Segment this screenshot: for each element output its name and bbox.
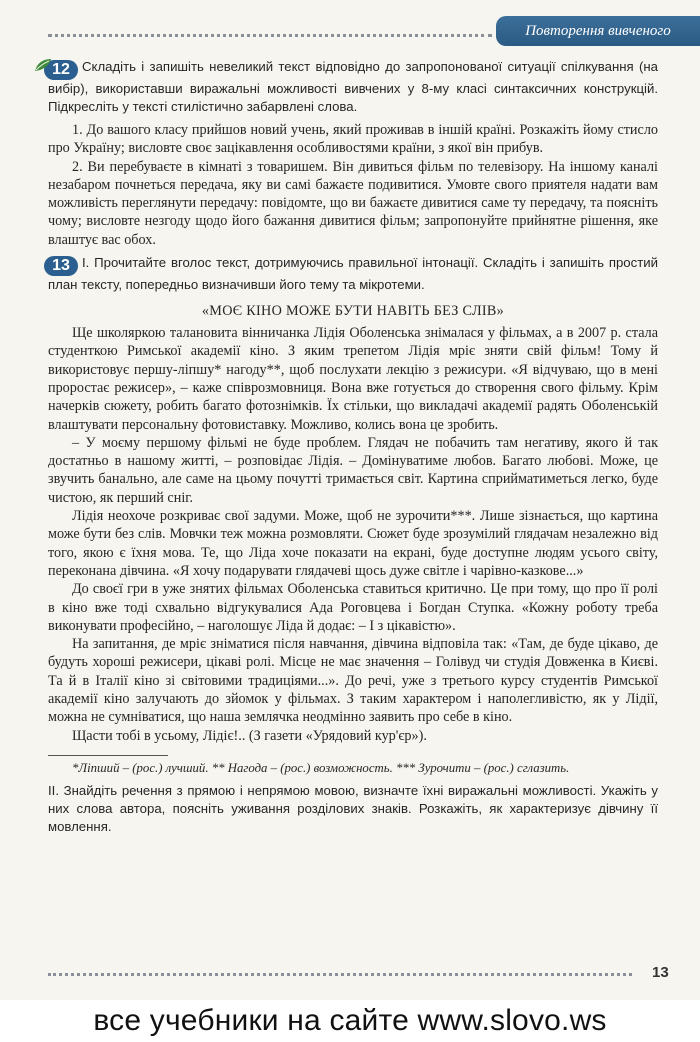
page-number: 13 bbox=[652, 964, 669, 981]
text-title: «МОЄ КІНО МОЖЕ БУТИ НАВІТЬ БЕЗ СЛІВ» bbox=[201, 303, 505, 320]
task-12-option-1: 1. До вашого класу прийшов новий учень, який проживав в іншій країні. Розкажіть йому стисло про Україну; висловте своє зацікавлення особливостями країни, з якої він прибув. bbox=[48, 122, 658, 157]
task-12-option-2: 2. Ви перебуваєте в кімнаті з товаришем. Він дивиться фільм по телевізору. На іншому каналі незабаром почнеться передача, яку ви самі бажаєте подивитися. Умовте свого приятеля надати вам можливість переглянути передачу: повідомте, що ви бажаєте дивитися саме ту передачу, та поясніть чому; висловте незгоду щодо його бажання дивитися фільм; запропонуйте прийнятне рішення, яке влаштує вас обох. bbox=[48, 158, 658, 248]
task-number-badge: 13 bbox=[44, 256, 78, 276]
text-paragraph: – У моєму першому фільмі не буде проблем. Глядач не побачить там негативу, якого й так достатньо в нашому житті, – розповідає Лідія. – Домінуватиме любов. Багато любові. Може, це звучить банально, але саме на цьому почутті тримається світ. Картина сприйматиметься легко, буде чистою, як перший сніг. bbox=[48, 434, 658, 506]
section-tab: Повторення вивченого bbox=[496, 16, 700, 46]
task-12-instruction: 12 Складіть і запишіть невеликий текст відповідно до запропонованої ситуації спілкування (на вибір), використавши виражальні можливості вивчених у 8-му класі синтаксичних конструкцій. Підкресліть у тексті стилістично забарвлені слова. bbox=[48, 58, 658, 116]
text-paragraph: Лідія неохоче розкриває свої задуми. Може, щоб не зурочити***. Лише зізнається, що картина може бути без слів. Мовчки теж можна розмовляти. Сюжет буде зрозумілий глядачам незалежно від того, якою є їхня мова. Те, що Ліда хоче показати на екрані, буде доступне людям усього світу, переконана дівчина. «Я хочу подарувати глядачеві щось дуже світле і чарівно-казкове...» bbox=[48, 508, 658, 579]
task-12 bbox=[48, 58, 658, 249]
footer-dotted-rule bbox=[48, 973, 632, 976]
text-paragraph: На запитання, де мріє зніматися після навчання, дівчина відповіла так: «Там, де буде цікаво, де будуть хороші режисери, цікаві ролі. Місце не має значення – Голівуд чи студія Довженка в Києві. Та й в Італії кіно зі світовими традиціями...». До речі, уже з третього курсу студентів Римської академії кіно залучають до зйомок у фільмах. З таким характером і наполегливістю, як у Лідії, можна не сумніватися, що наша землячка неодмінно заявить про себе в кіно. bbox=[48, 636, 658, 726]
task-13-instruction: 13 І. Прочитайте вголос текст, дотримуючись правильної інтонації. Складіть і запишіть простий план тексту, попередньо визначивши його тему та мікротеми. bbox=[48, 254, 658, 294]
leaf-icon bbox=[34, 58, 52, 72]
header-dotted-rule bbox=[48, 34, 492, 37]
task-13 bbox=[48, 254, 658, 836]
site-banner: все учебники на сайте www.slovo.ws bbox=[0, 1000, 700, 1042]
text-paragraph: До своєї гри в уже знятих фільмах Оболенська ставиться критично. Це при тому, що про її ролі в кіно вже тоді схвально відгукувалися Ада Роговцева і Богдан Ступка. «Кожну роботу треба виконувати професійно, – наголошує Ліда й додає: – І з цікавістю». bbox=[48, 581, 658, 634]
footnote-rule bbox=[48, 755, 168, 756]
task-number-badge: 12 bbox=[44, 60, 78, 80]
text-paragraph: Щасти тобі в усьому, Лідіє!.. (З газети «Урядовий кур'єр»). bbox=[72, 727, 427, 744]
task-13-part-2: ІІ. Знайдіть речення з прямою і непрямою мовою, визначте їхні виражальні можливості. Укажіть у них слова автора, поясніть уживання розділових знаків. Розкажіть, як характеризує дівчину її мовлення. bbox=[48, 782, 658, 834]
page-content bbox=[48, 58, 658, 836]
text-paragraph: Ще школяркою талановита вінничанка Лідія Оболенська знімалася у фільмах, а в 2007 р. стала студенткою Римської академії кіно. З яким трепетом Лідія мріє зняти свій фільм! Тому й використовує першу-ліпшу* нагоду**, щоб послухати лекцію з режисури. «Я відчуваю, що в мені проростає режисер», – каже співрозмовниця. Вона вже готується до створення свого фільму. Крім начерків сюжету, робить багато фотознімків. Їх стільки, що викладачі академії радять Оболенській влаштувати персональну фотовиставку. Можливо, колись вона це зробить. bbox=[48, 325, 658, 433]
footnote: *Ліпший – (рос.) лучший. ** Нагода – (рос.) возможность. *** Зурочити – (рос.) сглазить. bbox=[72, 760, 570, 775]
